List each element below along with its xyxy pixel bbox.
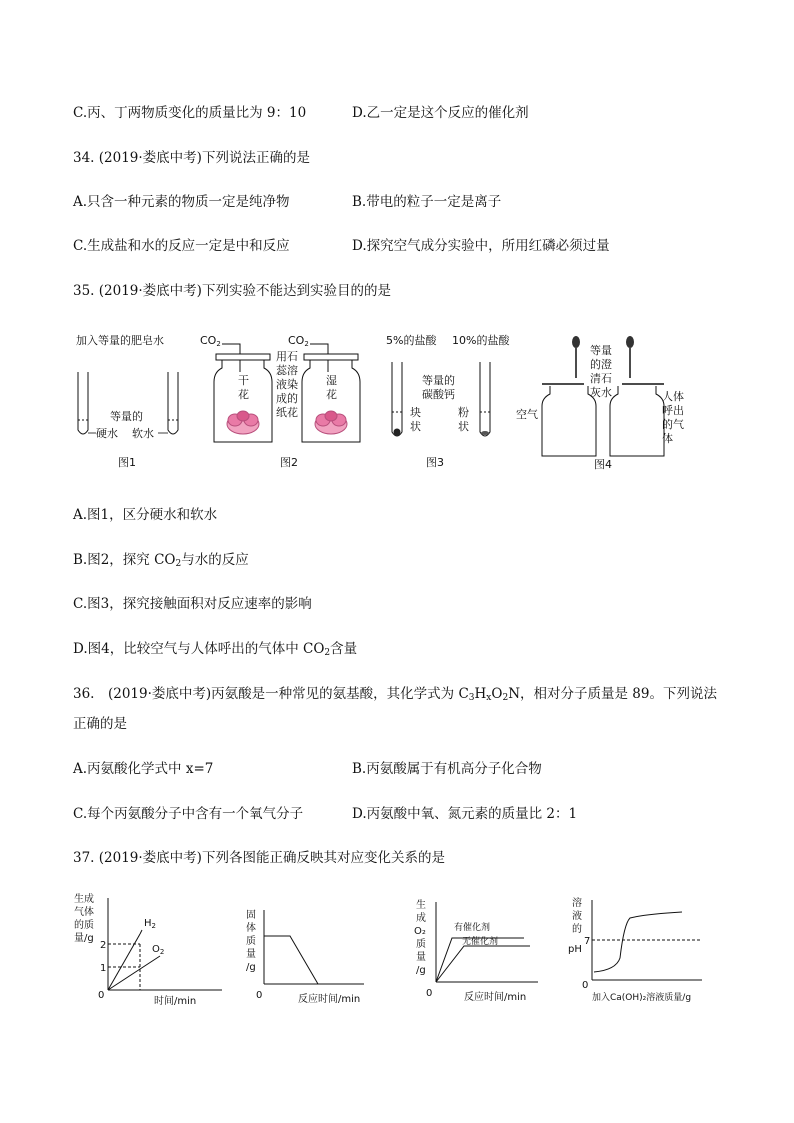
svg-text:量: 量: [246, 949, 256, 960]
dropper-left-icon: [572, 336, 580, 378]
figure-3-calcium-carbonate: [386, 332, 526, 472]
svg-text:O2: $O_2$: [152, 944, 165, 956]
svg-text:碳酸钙: 碳酸钙: [422, 388, 455, 401]
fig3-acid-10-label: 10%的盐酸: [452, 334, 510, 347]
fig1-equal-label: 等量的: [110, 410, 143, 423]
q36-stem: 36. (2019·娄底中考)丙氨酸是一种常见的氨基酸，其化学式为 $C_3H_xO_2N$，相对分子质量是 89。下列说法: [73, 686, 717, 703]
q35-stem: 35. (2019·娄底中考)下列实验不能达到实验目的的是: [73, 283, 391, 299]
svg-text:1: 1: [100, 963, 107, 974]
q34-option-a: A.只含一种元素的物质一定是纯净物: [73, 194, 290, 210]
svg-text:蕊溶: 蕊溶: [276, 364, 298, 377]
q34-stem: 34. (2019·娄底中考)下列说法正确的是: [73, 150, 310, 166]
fig1-hard-water-label: 硬水: [96, 427, 118, 440]
q36-stem-line2: 正确的是: [73, 716, 127, 732]
svg-text:液染: 液染: [276, 378, 298, 391]
q34-option-d: D.探究空气成分实验中，所用红磷必须过量: [352, 238, 610, 254]
svg-text:固: 固: [246, 910, 256, 921]
svg-text:生: 生: [416, 900, 426, 911]
svg-text:灰水: 灰水: [590, 386, 612, 399]
svg-text:清石: 清石: [590, 372, 612, 385]
figure-4-limewater: [512, 332, 712, 472]
svg-text:呼出: 呼出: [662, 404, 684, 417]
svg-text:/g: /g: [246, 962, 256, 973]
svg-text:块: 块: [410, 406, 421, 419]
svg-text:湿: 湿: [326, 374, 337, 387]
fig4-caption: 图4: [594, 458, 612, 471]
fig4-air-label: 空气: [516, 408, 538, 421]
svg-text:成的: 成的: [276, 392, 298, 405]
q35-option-a: A.图1，区分硬水和软水: [73, 507, 218, 523]
svg-text:质: 质: [246, 936, 256, 947]
fig1-soft-water-label: 软水: [132, 427, 154, 440]
q36-option-d: D.丙氨酸中氧、氮元素的质量比 2：1: [352, 806, 578, 822]
graph-1-gas-mass: [72, 890, 242, 1010]
svg-text:的: 的: [572, 924, 582, 935]
svg-text:人体: 人体: [662, 390, 684, 403]
fig2-caption: 图2: [280, 456, 298, 469]
svg-text:等量: 等量: [590, 344, 612, 357]
svg-text:0: 0: [98, 990, 105, 1001]
svg-text:反应时间/min: 反应时间/min: [298, 994, 361, 1005]
fig3-caption: 图3: [426, 456, 444, 469]
svg-text:O₂: O₂: [414, 926, 426, 937]
svg-text:/g: /g: [416, 965, 426, 976]
flower-left-icon: [227, 411, 259, 434]
svg-text:的质: 的质: [74, 920, 94, 931]
svg-text:0: 0: [582, 980, 589, 991]
svg-text:干: 干: [238, 374, 249, 387]
svg-text:时间/min: 时间/min: [154, 996, 197, 1007]
q37-stem: 37. (2019·娄底中考)下列各图能正确反映其对应变化关系的是: [73, 850, 445, 866]
svg-text:2: 2: [100, 940, 107, 951]
svg-text:粉: 粉: [458, 406, 469, 419]
fig2-co2-right: CO2: [288, 334, 309, 348]
svg-text:反应时间/min: 反应时间/min: [464, 992, 527, 1003]
q33-option-d: D.乙一定是这个反应的催化剂: [352, 105, 529, 121]
svg-text:pH: pH: [568, 944, 582, 955]
fig1-top-label: 加入等量的肥皂水: [76, 334, 164, 347]
svg-text:H2: $H_2$: [144, 918, 156, 930]
svg-text:有催化剂: 有催化剂: [454, 923, 491, 933]
q35-option-c: C.图3，探究接触面积对反应速率的影响: [73, 596, 312, 612]
svg-text:状: 状: [410, 420, 421, 433]
svg-text:花: 花: [326, 388, 337, 401]
graph-4-ph: [566, 896, 716, 1008]
svg-text:质: 质: [416, 939, 426, 950]
svg-text:量/g: 量/g: [74, 933, 94, 944]
q36-option-a: A.丙氨酸化学式中 x=7: [73, 761, 214, 777]
svg-text:用石: 用石: [276, 350, 298, 363]
svg-text:无催化剂: 无催化剂: [462, 937, 499, 947]
svg-text:体: 体: [662, 432, 673, 445]
svg-text:花: 花: [238, 388, 249, 401]
svg-text:的澄: 的澄: [590, 358, 612, 371]
fig2-co2-left: CO2: [200, 334, 221, 348]
svg-text:量: 量: [416, 952, 426, 963]
svg-text:加入Ca(OH)₂溶液质量/g: 加入Ca(OH)₂溶液质量/g: [592, 993, 692, 1003]
svg-text:纸花: 纸花: [276, 406, 298, 419]
graph-2-solid-mass: [244, 906, 384, 1010]
dropper-right-icon: [626, 336, 634, 378]
q33-option-c: C.丙、丁两物质变化的质量比为 9：10: [73, 105, 307, 121]
q35-option-b: B.图2，探究 $CO_2$与水的反应: [73, 552, 249, 569]
figure-2-co2-litmus: [200, 332, 370, 472]
svg-text:溶: 溶: [572, 898, 582, 909]
svg-text:0: 0: [426, 988, 433, 999]
svg-text:气体: 气体: [74, 907, 94, 918]
q34-option-b: B.带电的粒子一定是离子: [352, 194, 502, 210]
q34-option-c: C.生成盐和水的反应一定是中和反应: [73, 238, 290, 254]
svg-text:成: 成: [416, 913, 426, 924]
q36-option-c: C.每个丙氨酸分子中含有一个氧气分子: [73, 806, 304, 822]
fig3-acid-5-label: 5%的盐酸: [386, 334, 437, 347]
fig1-caption: 图1: [118, 456, 136, 469]
q36-option-b: B.丙氨酸属于有机高分子化合物: [352, 761, 542, 777]
svg-text:生成: 生成: [74, 894, 94, 905]
svg-text:液: 液: [572, 911, 582, 922]
svg-text:的气: 的气: [662, 418, 684, 431]
q35-option-d: D.图4，比较空气与人体呼出的气体中 $CO_2$含量: [73, 641, 358, 658]
figure-1-soap-water: [70, 330, 190, 470]
svg-text:状: 状: [458, 420, 469, 433]
flower-right-icon: [315, 411, 347, 434]
svg-text:0: 0: [256, 990, 263, 1001]
graph-3-oxygen-mass: [414, 898, 554, 1010]
svg-text:等量的: 等量的: [422, 374, 455, 387]
svg-text:体: 体: [246, 923, 256, 934]
svg-text:7: 7: [584, 936, 591, 947]
